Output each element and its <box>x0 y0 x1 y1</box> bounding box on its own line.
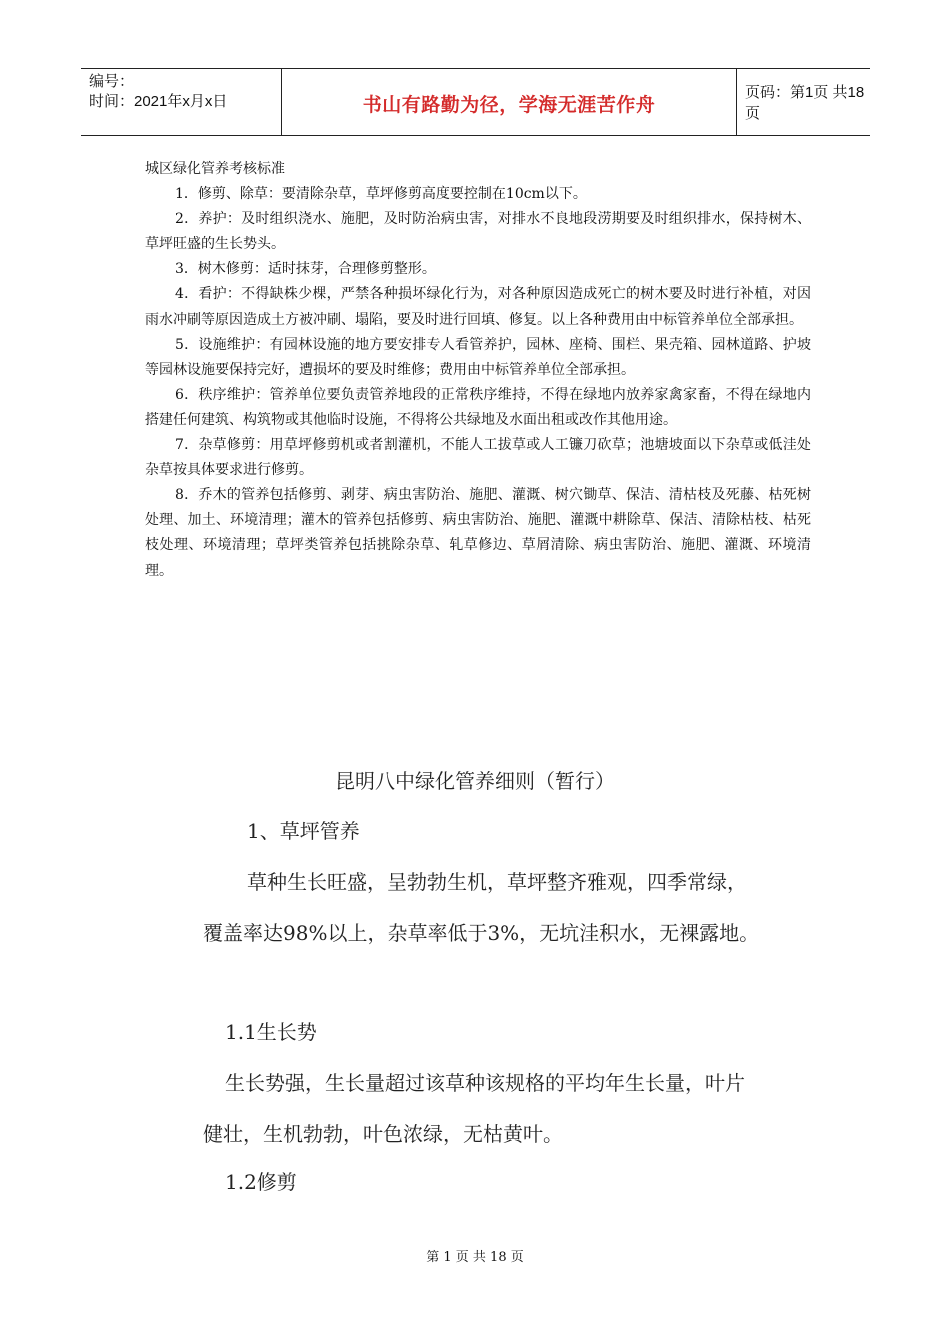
header-motto: 书山有路勤为径，学海无涯苦作舟 <box>362 93 656 116</box>
rules-title: 昆明八中绿化管养细则（暂行） <box>335 769 615 793</box>
paragraph-line: 覆盖率达98%以上，杂草率低于3%，无坑洼积水，无裸露地。 <box>203 921 760 945</box>
standards-item: 2．养护：及时组织浇水、施肥，及时防治病虫害，对排水不良地段涝期要及时组织排水，保持树木、草坪旺盛的生长势头。 <box>145 211 811 253</box>
standards-item: 8．乔木的管养包括修剪、剥芽、病虫害防治、施肥、灌溉、树穴锄草、保洁、清枯枝及死藤、枯死树处理、加土、环境清理；灌木的管养包括修剪、病虫害防治、施肥、灌溉中耕除草、保洁、清除枯枝、枯死枝处理、环境清理；草坪类管养包括挑除杂草、轧草修边、草屑清除、病虫害防治、施肥、灌溉、环境清理。 <box>145 487 811 579</box>
standards-section <box>145 157 811 584</box>
page-footer: 第 1 页 共 18 页 <box>426 1250 524 1265</box>
standards-item: 4．看护：不得缺株少棵，严禁各种损坏绿化行为，对各种原因造成死亡的树木要及时进行补植，对因雨水冲刷等原因造成土方被冲刷、塌陷，要及时进行回填、修复。以上各种费用由中标管养单位全部承担。 <box>145 286 811 328</box>
standards-title: 城区绿化管养考核标准 <box>145 161 285 177</box>
header-table <box>81 68 870 136</box>
document-number-label: 编号： <box>89 73 135 90</box>
paragraph-line: 草种生长旺盛，呈勃勃生机，草坪整齐雅观，四季常绿， <box>247 870 747 894</box>
subsection-heading-pruning: 1.2修剪 <box>225 1170 297 1194</box>
subsection-heading-growth: 1.1生长势 <box>225 1020 317 1044</box>
header-page-cell <box>737 69 870 135</box>
standards-item: 1．修剪、除草：要清除杂草，草坪修剪高度要控制在10cm以下。 <box>175 186 587 203</box>
paragraph-line: 生长势强，生长量超过该草种该规格的平均年生长量，叶片 <box>225 1071 745 1095</box>
standards-item: 3．树木修剪：适时抹芽，合理修剪整形。 <box>175 261 436 278</box>
standards-item: 7．杂草修剪：用草坪修剪机或者割灌机，不能人工拔草或人工镰刀砍草；池塘坡面以下杂草或低洼处杂草按具体要求进行修剪。 <box>145 437 811 479</box>
standards-item: 5．设施维护：有园林设施的地方要安排专人看管养护，园林、座椅、围栏、果壳箱、园林道路、护坡等园林设施要保持完好，遭损坏的要及时维修；费用由中标管养单位全部承担。 <box>145 336 811 378</box>
header-meta-cell <box>81 69 281 135</box>
standards-item: 6．秩序维护：管养单位要负责管养地段的正常秩序维持，不得在绿地内放养家禽家畜，不得在绿地内搭建任何建筑、构筑物或其他临时设施，不得将公共绿地及水面出租或改作其他用途。 <box>145 386 811 428</box>
document-time-label: 时间：2021年x月x日 <box>89 93 228 110</box>
section-heading-lawn: 1、草坪管养 <box>247 819 360 843</box>
paragraph-line: 健壮，生机勃勃，叶色浓绿，无枯黄叶。 <box>203 1122 563 1146</box>
header-page-info: 页码：第1页 共18页 <box>745 84 865 122</box>
header-motto-cell <box>281 69 737 135</box>
